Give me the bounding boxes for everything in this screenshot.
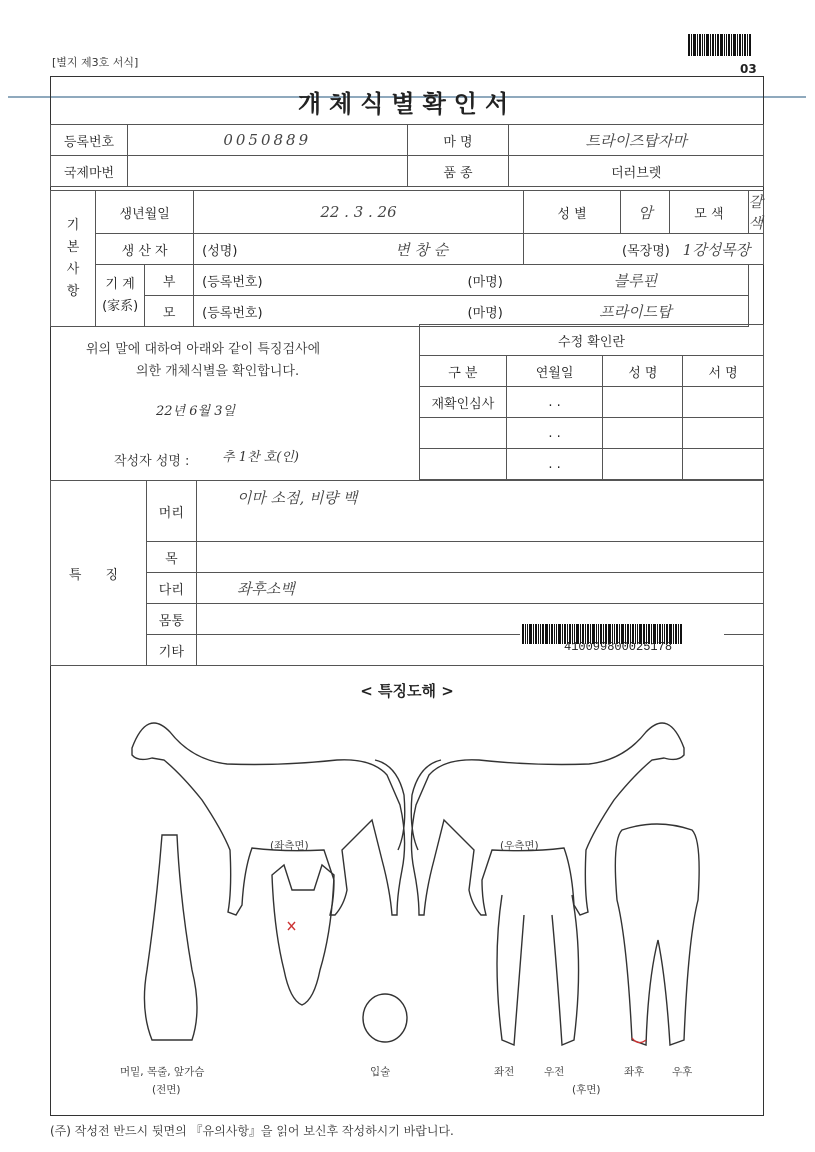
top-barcode — [688, 34, 763, 56]
breed-value: 더러브렛 — [509, 156, 764, 187]
writer-label: 작성자 성명 : — [114, 454, 190, 469]
breeder-name-value: 변 창 순 — [321, 234, 524, 265]
rev-row-3-name — [603, 449, 683, 480]
statement-line-1: 위의 말에 대하여 아래와 같이 특징검사에 — [86, 342, 321, 357]
confirm-date: 22년 6월 3일 — [156, 404, 236, 419]
rev-header-date: 연월일 — [506, 356, 603, 387]
front-left-caption: 좌전 — [494, 1066, 515, 1078]
left-side-horse-outline — [132, 723, 405, 915]
rev-row-3-type — [420, 449, 507, 480]
left-side-caption: (좌측면) — [270, 840, 309, 852]
form-label: [별지 제3호 서식] — [52, 56, 139, 69]
intl-no-value — [127, 156, 407, 187]
rev-header-name: 성 명 — [603, 356, 683, 387]
breeder-label: 생 산 자 — [96, 234, 194, 265]
barcode-number: 410099800025178 — [564, 640, 673, 654]
dam-regno-label: (등록번호) — [194, 296, 447, 327]
reg-no-value: 0050889 — [127, 125, 407, 156]
sex-value: 암 — [621, 191, 670, 234]
rev-header-type: 구 분 — [420, 356, 507, 387]
rev-row-1-date: . . — [506, 387, 603, 418]
rev-row-1-name — [603, 387, 683, 418]
features-section-label: 특 징 — [51, 481, 147, 666]
basic-section-label — [51, 191, 96, 327]
feature-head-value: 이마 소점, 비량 백 — [196, 481, 763, 542]
reg-no-label: 등록번호 — [51, 125, 128, 156]
rev-row-2-type — [420, 418, 507, 449]
feature-legs-label: 다리 — [146, 573, 196, 604]
rev-row-1-sign — [683, 387, 764, 418]
muzzle-outline — [363, 994, 407, 1042]
dam-name-value: 프라이드탑 — [523, 296, 748, 327]
pedigree-text: 기 계 — [105, 276, 135, 292]
basic-info-table — [50, 190, 764, 327]
pedigree-label — [96, 265, 145, 327]
forehead-mark — [288, 922, 295, 930]
feature-legs-value: 좌후소백 — [196, 573, 763, 604]
rev-row-1-type: 재확인심사 — [420, 387, 507, 418]
pedigree-sub: (家系) — [102, 298, 139, 314]
footer-note: (주) 작성전 반드시 뒷면의 『유의사항』을 읽어 보신후 작성하시기 바랍니다. — [50, 1124, 454, 1138]
hind-right-caption: 우후 — [672, 1066, 693, 1078]
sire-regno-label: (등록번호) — [194, 265, 447, 296]
rev-row-2-sign — [683, 418, 764, 449]
birth-value: 22 . 3 . 26 — [194, 191, 524, 234]
horse-name-value: 트라이즈탑자마 — [509, 125, 764, 156]
breed-label: 품 종 — [407, 156, 509, 187]
doc-number: 03 — [740, 62, 757, 76]
breeder-name-label: (성명) — [194, 234, 321, 265]
intl-no-label: 국제마번 — [51, 156, 128, 187]
sire-name-paren: (마명) — [447, 265, 523, 296]
sire-label: 부 — [145, 265, 194, 296]
statement-line-2: 의한 개체식별을 확인합니다. — [136, 364, 300, 379]
rev-row-2-name — [603, 418, 683, 449]
color-label: 모 색 — [670, 191, 748, 234]
hind-left-mark — [632, 1038, 646, 1043]
right-side-caption: (우측면) — [500, 840, 539, 852]
registration-table — [50, 124, 764, 187]
neck-front-outline — [144, 835, 197, 1040]
rear-caption: (후면) — [572, 1084, 601, 1096]
rev-row-2-date: . . — [506, 418, 603, 449]
feature-head-label: 머리 — [146, 481, 196, 542]
right-side-horse-outline — [411, 723, 684, 915]
feature-neck-label: 목 — [146, 542, 196, 573]
neck-caption: 머밑, 목줄, 앞가슴 — [120, 1066, 205, 1078]
revision-title: 수정 확인란 — [420, 325, 764, 356]
feature-neck-value — [196, 542, 763, 573]
muzzle-caption: 입술 — [370, 1066, 391, 1078]
front-legs-outline — [497, 895, 579, 1045]
feature-body-label: 몸통 — [146, 604, 196, 635]
ranch-label: (목장명) — [523, 234, 670, 265]
front-caption: (전면) — [152, 1084, 181, 1096]
rev-header-sign: 서 명 — [683, 356, 764, 387]
rear-view-outline — [615, 824, 699, 1045]
basic-section-text: 기본사항 — [66, 217, 80, 299]
head-front-outline — [272, 865, 334, 1005]
diagram-title: < 특징도해 > — [360, 682, 454, 700]
hind-left-caption: 좌후 — [624, 1066, 645, 1078]
document-title: 개체식별확인서 — [297, 90, 517, 118]
birth-label: 생년월일 — [96, 191, 194, 234]
ranch-value: 1강성목장 — [670, 234, 764, 265]
rev-row-3-date: . . — [506, 449, 603, 480]
sire-name-value: 블루핀 — [523, 265, 748, 296]
writer-signature: 추 1찬 호(인) — [222, 450, 299, 465]
revision-table — [419, 324, 764, 480]
front-right-caption: 우전 — [544, 1066, 565, 1078]
dam-name-paren: (마명) — [447, 296, 523, 327]
sex-label: 성 별 — [523, 191, 621, 234]
feature-other-label: 기타 — [146, 635, 196, 666]
rev-row-3-sign — [683, 449, 764, 480]
horse-name-label: 마 명 — [407, 125, 509, 156]
dam-label: 모 — [145, 296, 194, 327]
color-value: 갈색 — [748, 191, 764, 234]
horse-diagram — [52, 700, 764, 1100]
